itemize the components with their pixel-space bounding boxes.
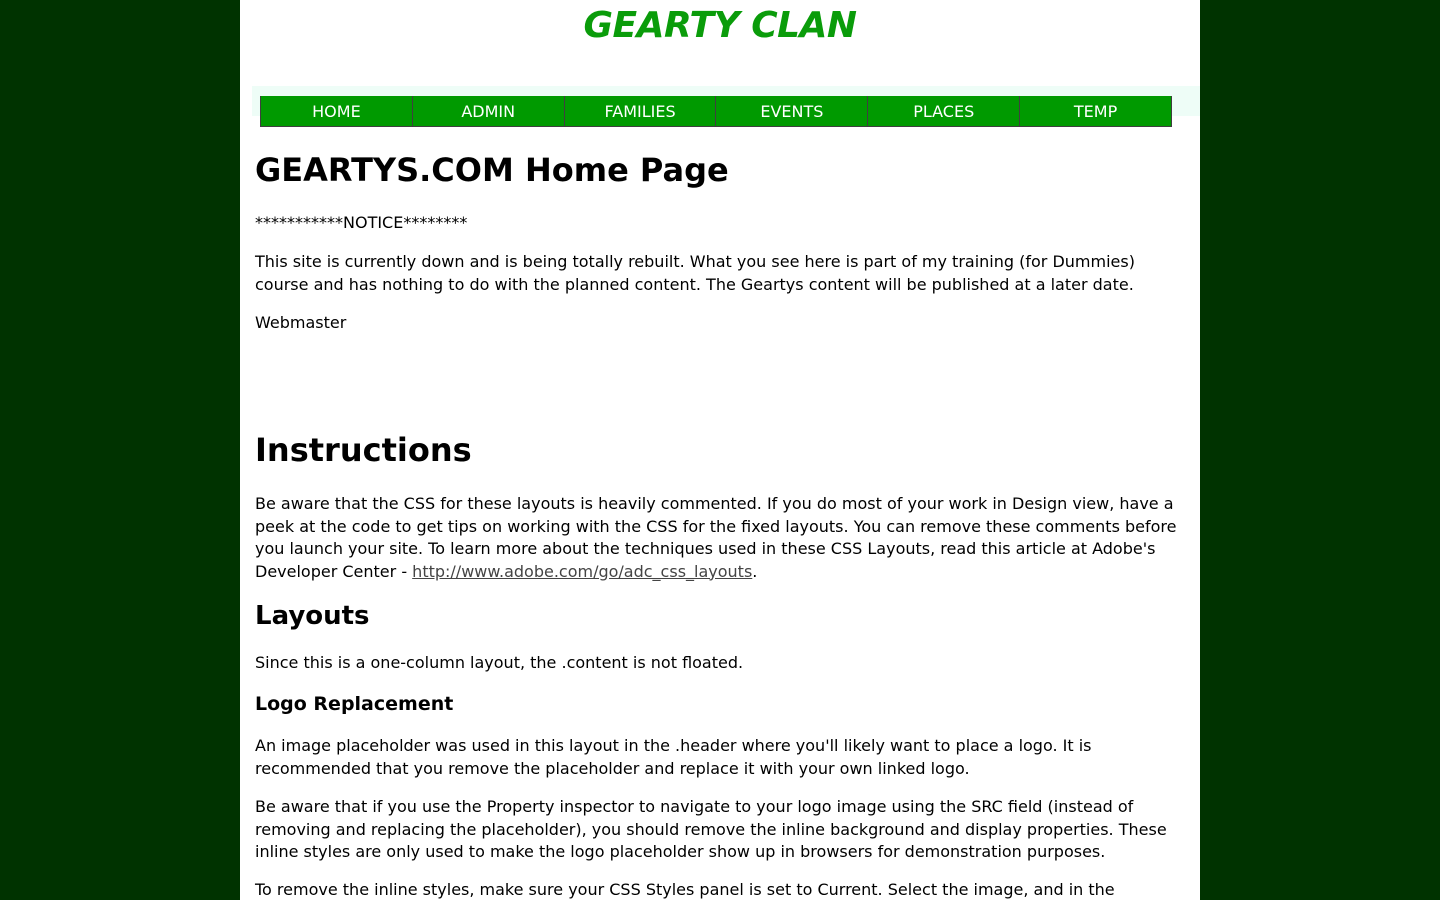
nav-item-home[interactable]: HOME — [261, 96, 413, 126]
nav-item-temp[interactable]: TEMP — [1020, 96, 1172, 126]
notice-body: This site is currently down and is being totally rebuilt. What you see here is part of my training (for Dummies) course and has nothing to do with the planned content. The Geartys content will be published at a later date. — [255, 252, 1135, 294]
layouts-heading: Layouts — [255, 601, 370, 631]
notice-line: ***********NOTICE******** — [255, 213, 468, 232]
logo-text-1: An image placeholder was used in this layout in the .header where you'll likely want to place a logo. It is recommended that you remove the placeholder and replace it with your own linked logo. — [255, 736, 1092, 778]
signature: Webmaster — [255, 313, 347, 332]
instructions-heading: Instructions — [255, 431, 472, 469]
nav-item-admin[interactable]: ADMIN — [413, 96, 565, 126]
instructions-text — [255, 493, 1185, 583]
instructions-text-after-link: . — [752, 561, 758, 581]
nav-item-places[interactable]: PLACES — [868, 96, 1020, 126]
logo-replacement-heading: Logo Replacement — [255, 693, 454, 715]
nav-item-events[interactable]: EVENTS — [716, 96, 868, 126]
adobe-css-layouts-link[interactable]: http://www.adobe.com/go/adc_css_layouts — [412, 561, 753, 581]
layouts-text: Since this is a one-column layout, the .content is not floated. — [255, 653, 744, 672]
logo-text-3: To remove the inline styles, make sure your CSS Styles panel is set to Current. Select the image, and in the — [255, 880, 1115, 899]
instructions-text-before-link: Be aware that the CSS for these layouts is heavily commented. If you do most of your work in Design view, have a peek at the code to get tips on working with the CSS for the fixed layouts. You can remove these comments before you launch your site. To learn more about the techniques used in these CSS Layouts, read this article at Adobe's Developer Center - — [255, 494, 1177, 581]
nav-item-families[interactable]: FAMILIES — [565, 96, 717, 126]
site-title: GEARTY CLAN — [583, 5, 857, 46]
main-nav — [260, 96, 1172, 127]
page-title: GEARTYS.COM Home Page — [255, 151, 729, 189]
logo-text-2: Be aware that if you use the Property inspector to navigate to your logo image using the SRC field (instead of removing and replacing the placeholder), you should remove the inline background and display properties. These inline styles are only used to make the logo placeholder show up in browsers for demonstration purposes. — [255, 797, 1167, 861]
page-container — [240, 0, 1200, 900]
